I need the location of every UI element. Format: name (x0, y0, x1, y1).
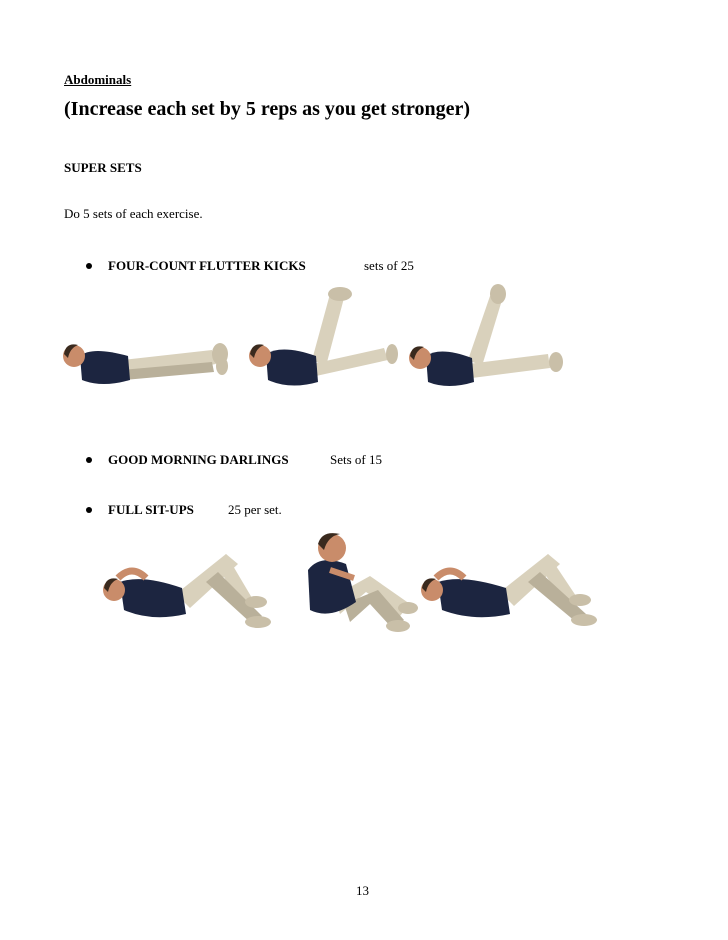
sit-up-photo-1 (102, 548, 276, 632)
exercise-name: FOUR-COUNT FLUTTER KICKS (108, 258, 306, 273)
sit-up-photo-3 (420, 548, 600, 632)
superset-heading: SUPER SETS (64, 160, 142, 175)
bullet-icon (86, 507, 92, 513)
exercise-name: GOOD MORNING DARLINGS (108, 452, 289, 467)
section-title: Abdominals (64, 72, 132, 87)
subtitle: (Increase each set by 5 reps as you get stronger) (64, 98, 471, 120)
flutter-kick-photo-2 (246, 284, 402, 394)
exercise-name: FULL SIT-UPS (108, 502, 194, 517)
page-number: 13 (356, 883, 369, 898)
bullet-icon (86, 457, 92, 463)
flutter-kick-photo-3 (406, 284, 566, 394)
exercise-detail: sets of 25 (364, 258, 414, 273)
instruction-text: Do 5 sets of each exercise. (64, 206, 203, 221)
sit-up-photo-2 (300, 524, 420, 634)
exercise-detail: Sets of 15 (330, 452, 382, 467)
bullet-icon (86, 263, 92, 269)
flutter-kick-photo-1 (62, 318, 232, 394)
exercise-detail: 25 per set. (228, 502, 282, 517)
